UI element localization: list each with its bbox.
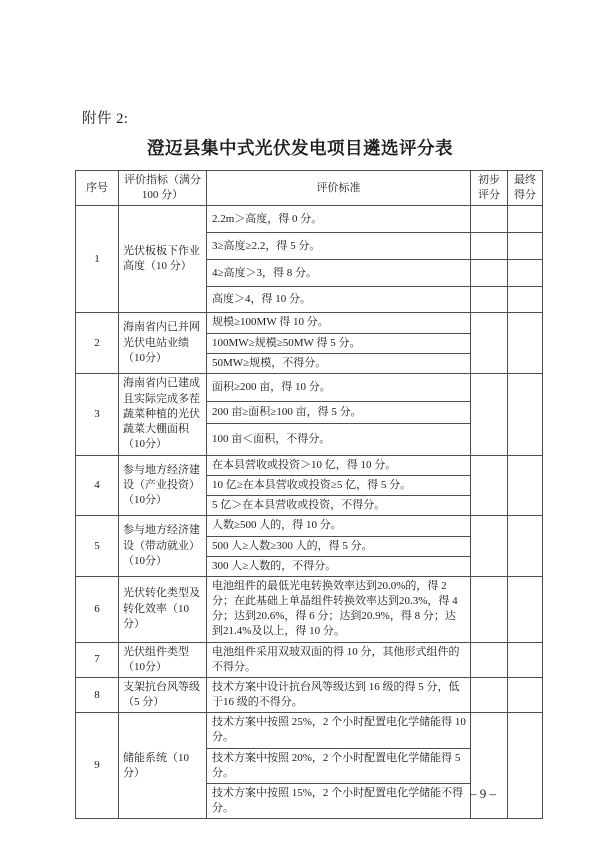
indicator-cell: 光伏转化类型及转化效率（10 分） xyxy=(119,576,207,642)
header-index: 序号 xyxy=(76,171,119,206)
indicator-cell: 储能系统（10 分） xyxy=(119,713,207,819)
criteria-cell: 技术方案中设计抗台风等级达到 16 级的得 5 分，低于16 级的不得分。 xyxy=(207,677,471,712)
table-row xyxy=(76,516,543,536)
preliminary-score-cell xyxy=(471,516,508,577)
criteria-cell: 50MW≥规模，不得分。 xyxy=(207,353,471,373)
criteria-cell: 500 人≥人数≥300 人的，得 5 分。 xyxy=(207,536,471,556)
index-cell: 9 xyxy=(76,713,119,819)
criteria-cell: 5 亿＞在本县营收或投资，不得分。 xyxy=(207,496,471,516)
header-preliminary-score: 初步评分 xyxy=(471,171,508,206)
criteria-cell: 规模≥100MW 得 10 分。 xyxy=(207,313,471,333)
criteria-cell: 技术方案中按照 20%，2 个小时配置电化学储能得 5 分。 xyxy=(207,748,471,783)
final-score-cell xyxy=(508,233,543,260)
criteria-cell: 100 亩＜面积，不得分。 xyxy=(207,423,471,455)
criteria-cell: 电池组件采用双玻双面的得 10 分，其他形式组件的不得分。 xyxy=(207,642,471,677)
preliminary-score-cell xyxy=(471,642,508,677)
preliminary-score-cell xyxy=(471,713,508,819)
criteria-cell: 面积≥200 亩，得 10 分。 xyxy=(207,373,471,401)
indicator-cell: 参与地方经济建设（产业投资）（10分） xyxy=(119,455,207,516)
criteria-cell: 200 亩≥面积≥100 亩，得 5 分。 xyxy=(207,401,471,423)
preliminary-score-cell xyxy=(471,677,508,712)
index-cell: 3 xyxy=(76,373,119,455)
index-cell: 8 xyxy=(76,677,119,712)
preliminary-score-cell xyxy=(471,576,508,642)
criteria-cell: 3≥高度≥2.2，得 5 分。 xyxy=(207,233,471,260)
table-row xyxy=(76,642,543,677)
criteria-cell: 技术方案中按照 25%，2 个小时配置电化学储能得 10 分。 xyxy=(207,713,471,748)
index-cell: 7 xyxy=(76,642,119,677)
criteria-cell: 10 亿≥在本县营收或投资≥5 亿，得 5 分。 xyxy=(207,476,471,496)
criteria-cell: 技术方案中按照 15%，2 个小时配置电化学储能不得分。 xyxy=(207,783,471,818)
preliminary-score-cell xyxy=(471,260,508,287)
table-row xyxy=(76,313,543,333)
header-criteria: 评价标准 xyxy=(207,171,471,206)
criteria-cell: 电池组件的最低光电转换效率达到20.0%的，得 2 分；在此基础上单晶组件转换效率达到20.3%，得 4 分；达到20.6%，得 6 分；达到20.9%，得 8 分；达到21.4%及以上，得 10 分。 xyxy=(207,576,471,642)
criteria-cell: 2.2m＞高度，得 0 分。 xyxy=(207,206,471,233)
final-score-cell xyxy=(508,455,543,516)
final-score-cell xyxy=(508,260,543,287)
criteria-cell: 100MW≥规模≥50MW 得 5 分。 xyxy=(207,333,471,353)
table-row xyxy=(76,206,543,233)
table-row xyxy=(76,373,543,401)
final-score-cell xyxy=(508,313,543,374)
attachment-label: 附件 2: xyxy=(82,111,129,127)
criteria-cell: 人数≥500 人的，得 10 分。 xyxy=(207,516,471,536)
indicator-cell: 参与地方经济建设（带动就业）（10分） xyxy=(119,516,207,577)
final-score-cell xyxy=(508,576,543,642)
table-row xyxy=(76,576,543,642)
final-score-cell xyxy=(508,677,543,712)
header-final-score: 最终得分 xyxy=(508,171,543,206)
preliminary-score-cell xyxy=(471,373,508,455)
criteria-cell: 4≥高度＞3，得 8 分。 xyxy=(207,260,471,287)
preliminary-score-cell xyxy=(471,287,508,313)
table-row xyxy=(76,677,543,712)
criteria-cell: 300 人≥人数的，不得分。 xyxy=(207,556,471,576)
preliminary-score-cell xyxy=(471,313,508,374)
indicator-cell: 光伏板板下作业高度（10 分） xyxy=(119,206,207,313)
final-score-cell xyxy=(508,642,543,677)
page-number: – 9 – xyxy=(470,786,496,801)
indicator-cell: 光伏组件类型（10分） xyxy=(119,642,207,677)
indicator-cell: 海南省内已并网光伏电站业绩（10分） xyxy=(119,313,207,374)
preliminary-score-cell xyxy=(471,233,508,260)
final-score-cell xyxy=(508,287,543,313)
indicator-cell: 海南省内已建成且实际完成多茬蔬菜种植的光伏蔬菜大棚面积（10分） xyxy=(119,373,207,455)
index-cell: 4 xyxy=(76,455,119,516)
scoring-table xyxy=(75,170,543,819)
criteria-cell: 高度＞4，得 10 分。 xyxy=(207,287,471,313)
table-row xyxy=(76,713,543,748)
index-cell: 5 xyxy=(76,516,119,577)
scoring-table-body xyxy=(76,206,543,819)
page-title: 澄迈县集中式光伏发电项目遴选评分表 xyxy=(147,138,453,158)
header-indicator: 评价指标（满分100 分） xyxy=(119,171,207,206)
index-cell: 1 xyxy=(76,206,119,313)
index-cell: 6 xyxy=(76,576,119,642)
criteria-cell: 在本县营收或投资＞10 亿，得 10 分。 xyxy=(207,455,471,475)
final-score-cell xyxy=(508,206,543,233)
preliminary-score-cell xyxy=(471,455,508,516)
preliminary-score-cell xyxy=(471,206,508,233)
indicator-cell: 支架抗台风等级（5 分） xyxy=(119,677,207,712)
final-score-cell xyxy=(508,713,543,819)
final-score-cell xyxy=(508,373,543,455)
table-row xyxy=(76,455,543,475)
table-header-row xyxy=(76,171,543,206)
final-score-cell xyxy=(508,516,543,577)
index-cell: 2 xyxy=(76,313,119,374)
